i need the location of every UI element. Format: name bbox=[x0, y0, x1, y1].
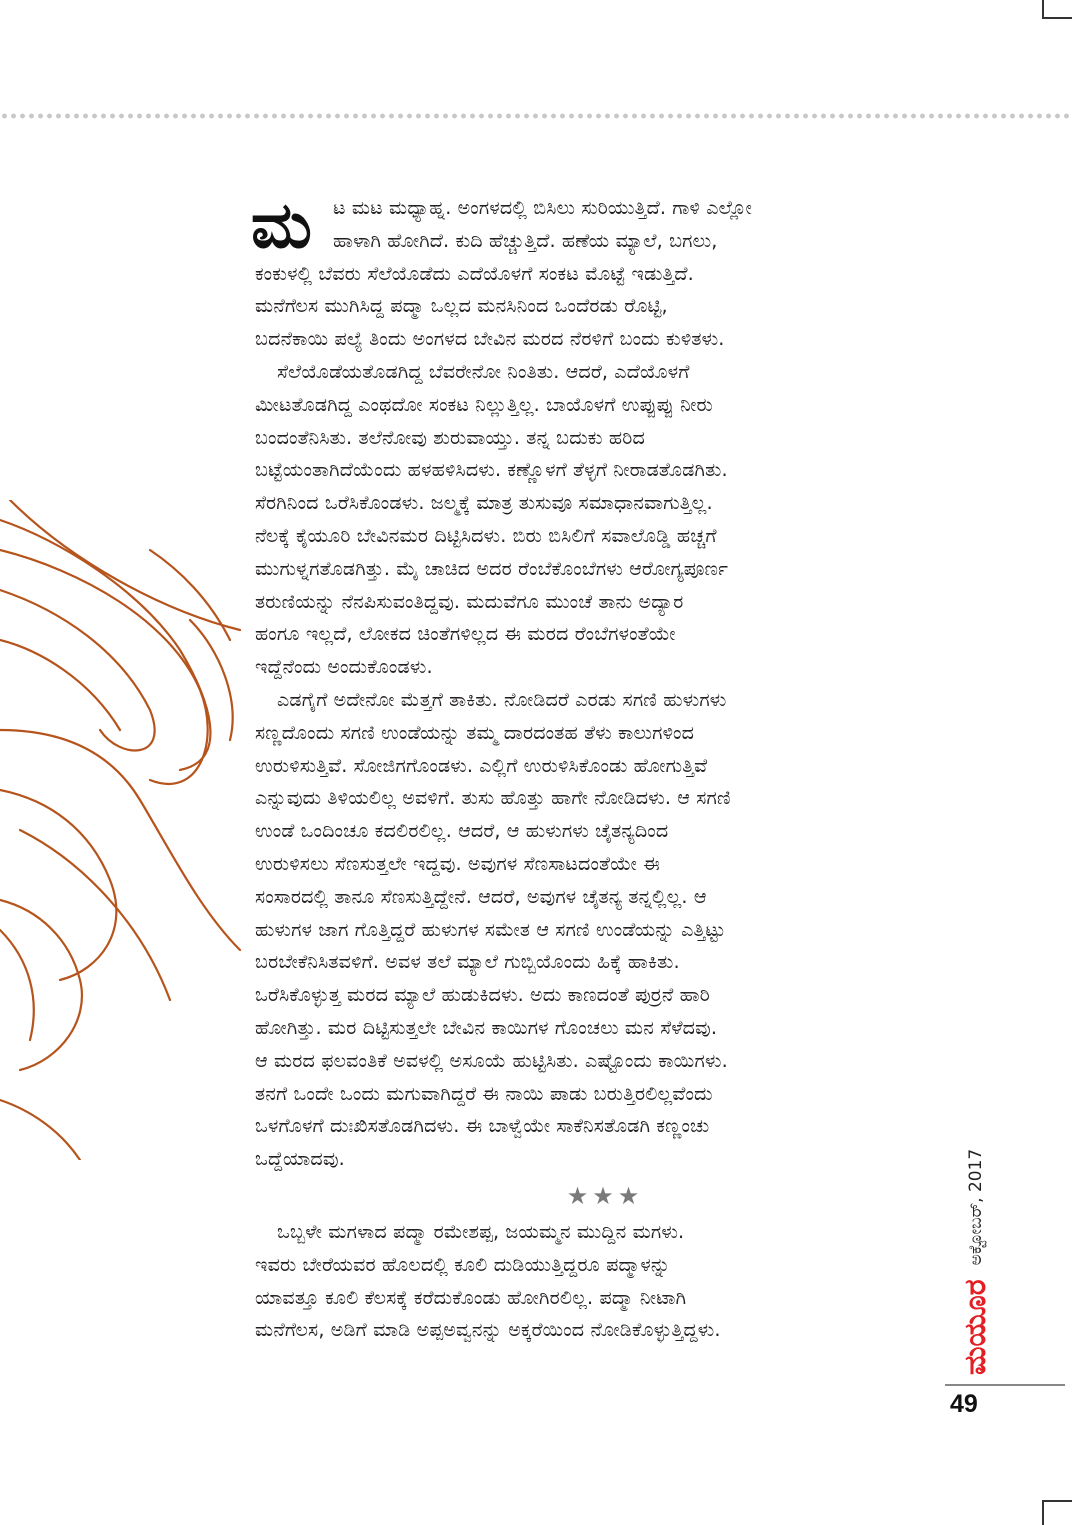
article-line: ಮುಗುಳ್ನಗತೊಡಗಿತ್ತು. ಮೈ ಚಾಚಿದ ಅದರ ರೆಂಬೆಕೊಂಬೆಗಳು ಆರೋಗ್ಯಪೂರ್ಣ bbox=[255, 556, 729, 580]
crop-mark-bottom-vertical bbox=[1042, 1500, 1044, 1525]
article-line: ಟ ಮಟ ಮಧ್ಯಾಹ್ನ. ಅಂಗಳದಲ್ಲಿ ಬಿಸಿಲು ಸುರಿಯುತ್ತಿದೆ. ಗಾಳಿ ಎಲ್ಲೋ bbox=[333, 196, 753, 219]
article-line: ತನಗೆ ಒಂದೇ ಒಂದು ಮಗುವಾಗಿದ್ದರೆ ಈ ನಾಯಿ ಪಾಡು ಬರುತ್ತಿರಲಿಲ್ಲವೆಂದು bbox=[255, 1081, 713, 1105]
issue-date: ಅಕ್ಟೋಬರ್, 2017 bbox=[965, 1148, 986, 1266]
dropcap-letter: ಮ bbox=[251, 189, 312, 263]
page-number-rule bbox=[945, 1384, 1065, 1386]
page-number: 49 bbox=[950, 1390, 978, 1418]
article-line: ಮನೆಗೆಲಸ ಮುಗಿಸಿದ್ದ ಪದ್ಮಾ ಒಲ್ಲದ ಮನಸಿನಿಂದ ಒಂದೆರಡು ರೊಟ್ಟಿ, bbox=[255, 294, 668, 318]
article-line: ಮನೆಗೆಲಸ, ಅಡಿಗೆ ಮಾಡಿ ಅಪ್ಪಅವ್ವನನ್ನು ಅಕ್ಕರೆಯಿಂದ ನೋಡಿಕೊಳ್ಳುತ್ತಿದ್ದಳು. bbox=[255, 1318, 721, 1342]
crop-mark-top-horizontal bbox=[1042, 17, 1072, 19]
article-line: ಯಾವತ್ತೂ ಕೂಲಿ ಕೆಲಸಕ್ಕೆ ಕರೆದುಕೊಂಡು ಹೋಗಿರಲಿಲ್ಲ. ಪದ್ಮಾ ನೀಟಾಗಿ bbox=[255, 1285, 687, 1309]
paragraph-2 bbox=[255, 356, 915, 684]
magazine-sidebar bbox=[958, 1085, 998, 1375]
article-line: ಹಾಳಾಗಿ ಹೋಗಿದೆ. ಕುದಿ ಹೆಚ್ಚುತ್ತಿದೆ. ಹಣೆಯ ಮ್ಯಾಲೆ, ಬಗಲು, bbox=[333, 228, 718, 252]
paragraph-1 bbox=[255, 258, 915, 356]
article-line: ಒಳಗೊಳಗೆ ದುಃಖಿಸತೊಡಗಿದಳು. ಈ ಬಾಳ್ವೆಯೇ ಸಾಕೆನಿಸತೊಡಗಿ ಕಣ್ಣಂಚು bbox=[255, 1114, 710, 1138]
article-line: ಬರಬೇಕೆನಿಸಿತವಳಿಗೆ. ಅವಳ ತಲೆ ಮ್ಯಾಲೆ ಗುಬ್ಬಿಯೊಂದು ಹಿಕ್ಕೆ ಹಾಕಿತು. bbox=[255, 950, 680, 974]
dotted-header-rule bbox=[0, 113, 1072, 119]
crop-mark-bottom-horizontal bbox=[1042, 1500, 1072, 1502]
article-line: ಇವರು ಬೇರೆಯವರ ಹೊಲದಲ್ಲಿ ಕೂಲಿ ದುಡಿಯುತ್ತಿದ್ದರೂ ಪದ್ಮಾಳನ್ನು bbox=[255, 1252, 671, 1276]
article-line: ಒದ್ದೆಯಾದವು. bbox=[255, 1147, 345, 1171]
paragraph-3 bbox=[255, 684, 915, 1176]
article-line: ಬದನೆಕಾಯಿ ಪಲ್ಯೆ ತಿಂದು ಅಂಗಳದ ಬೇವಿನ ಮರದ ನೆರಳಿಗೆ ಬಂದು ಕುಳಿತಳು. bbox=[255, 327, 725, 351]
article-line: ನೆಲಕ್ಕೆ ಕೈಯೂರಿ ಬೇವಿನಮರ ದಿಟ್ಟಿಸಿದಳು. ಬಿರು ಬಿಸಿಲಿಗೆ ಸವಾಲೊಡ್ಡಿ ಹಚ್ಚಗೆ bbox=[255, 523, 717, 547]
article-line: ಒಬ್ಬಳೇ ಮಗಳಾದ ಪದ್ಮಾ ರಮೇಶಪ್ಪ, ಜಯಮ್ಮನ ಮುದ್ದಿನ ಮಗಳು. bbox=[277, 1219, 685, 1243]
article-line: ಮೀಟತೊಡಗಿದ್ದ ಎಂಥದೋ ಸಂಕಟ ನಿಲ್ಲುತ್ತಿಲ್ಲ. ಬಾಯೊಳಗೆ ಉಪ್ಪುಪ್ಪು ನೀರು bbox=[255, 392, 713, 416]
article-line: ಸೆರಗಿನಿಂದ ಒರೆಸಿಕೊಂಡಳು. ಜಲ್ಮಕ್ಕೆ ಮಾತ್ರ ತುಸುವೂ ಸಮಾಧಾನವಾಗುತ್ತಿಲ್ಲ. bbox=[255, 491, 713, 515]
article-line: ಆ ಮರದ ಫಲವಂತಿಕೆ ಅವಳಲ್ಲಿ ಅಸೂಯೆ ಹುಟ್ಟಿಸಿತು. ಎಷ್ಟೊಂದು ಕಾಯಿಗಳು. bbox=[255, 1048, 728, 1072]
magazine-logo: ಮಯೂರ bbox=[958, 1279, 993, 1375]
article-line: ಎಡಗೈಗೆ ಅದೇನೋ ಮೆತ್ತಗೆ ತಾಕಿತು. ನೋಡಿದರೆ ಎರಡು ಸಗಣಿ ಹುಳುಗಳು bbox=[277, 687, 727, 711]
article-line: ಕಂಕುಳಲ್ಲಿ ಬೆವರು ಸೆಲೆಯೊಡೆದು ಎದೆಯೊಳಗೆ ಸಂಕಟ ಮೊಟ್ಟೆ ಇಡುತ್ತಿದೆ. bbox=[255, 261, 694, 285]
crop-mark-top-vertical bbox=[1042, 0, 1044, 18]
article-line: ಉಂಡೆ ಒಂದಿಂಚೂ ಕದಲಿರಲಿಲ್ಲ. ಆದರೆ, ಆ ಹುಳುಗಳು ಚೈತನ್ಯದಿಂದ bbox=[255, 819, 669, 843]
article-line: ಸಣ್ಣದೊಂದು ಸಗಣಿ ಉಂಡೆಯನ್ನು ತಮ್ಮ ದಾರದಂತಹ ತೆಳು ಕಾಲುಗಳಿಂದ bbox=[255, 720, 695, 744]
article-line: ಸಂಸಾರದಲ್ಲಿ ತಾನೂ ಸೆಣಸುತ್ತಿದ್ದೇನೆ. ಆದರೆ, ಅವುಗಳ ಚೈತನ್ಯ ತನ್ನಲ್ಲಿಲ್ಲ. ಆ bbox=[255, 884, 707, 908]
article-line: ಹೋಗಿತ್ತು. ಮರ ದಿಟ್ಟಿಸುತ್ತಲೇ ಬೇವಿನ ಕಾಯಿಗಳ ಗೊಂಚಲು ಮನ ಸೆಳೆದವು. bbox=[255, 1015, 718, 1039]
article-line: ಬಂದಂತೆನಿಸಿತು. ತಲೆನೋವು ಶುರುವಾಯ್ತು. ತನ್ನ ಬದುಕು ಹರಿದ bbox=[255, 425, 645, 449]
section-separator-stars: ★★★ bbox=[566, 1181, 644, 1210]
article-line: ಉರುಳಿಸುತ್ತಿವೆ. ಸೋಜಿಗಗೊಂಡಳು. ಎಲ್ಲಿಗೆ ಉರುಳಿಸಿಕೊಂಡು ಹೋಗುತ್ತಿವೆ bbox=[255, 753, 708, 777]
article-line: ಉರುಳಿಸಲು ಸೆಣಸುತ್ತಲೇ ಇದ್ದವು. ಅವುಗಳ ಸೆಣಸಾಟದಂತೆಯೇ ಈ bbox=[255, 851, 660, 875]
article-body bbox=[251, 189, 915, 1347]
article-line: ಬಟ್ಟೆಯಂತಾಗಿದೆಯೆಂದು ಹಳಹಳಿಸಿದಳು. ಕಣ್ಣೊಳಗೆ ತೆಳ್ಳಗೆ ನೀರಾಡತೊಡಗಿತು. bbox=[255, 458, 728, 482]
article-line: ಎನ್ನುವುದು ತಿಳಿಯಲಿಲ್ಲ ಅವಳಿಗೆ. ತುಸು ಹೊತ್ತು ಹಾಗೇ ನೋಡಿದಳು. ಆ ಸಗಣಿ bbox=[255, 786, 731, 810]
paragraph-4 bbox=[255, 1216, 915, 1347]
article-line: ಇದ್ದೆನೆಂದು ಅಂದುಕೊಂಡಳು. bbox=[255, 655, 433, 679]
decorative-swirl-illustration bbox=[0, 500, 250, 1160]
article-line: ತರುಣಿಯನ್ನು ನೆನಪಿಸುವಂತಿದ್ದವು. ಮದುವೆಗೂ ಮುಂಚೆ ತಾನು ಅದ್ಯಾರ bbox=[255, 589, 684, 613]
article-line: ಹಂಗೂ ಇಲ್ಲದೆ, ಲೋಕದ ಚಿಂತೆಗಳಿಲ್ಲದ ಈ ಮರದ ರೆಂಬೆಗಳಂತೆಯೇ bbox=[255, 622, 676, 646]
article-line: ಹುಳುಗಳ ಜಾಗ ಗೊತ್ತಿದ್ದರೆ ಹುಳುಗಳ ಸಮೇತ ಆ ಸಗಣಿ ಉಂಡೆಯನ್ನು ಎತ್ತಿಟ್ಟು bbox=[255, 917, 726, 941]
article-line: ಸೆಲೆಯೊಡೆಯತೊಡಗಿದ್ದ ಬೆವರೇನೋ ನಿಂತಿತು. ಆದರೆ, ಎದೆಯೊಳಗೆ bbox=[277, 359, 690, 383]
dropcap-line-2 bbox=[255, 225, 915, 258]
article-line: ಒರೆಸಿಕೊಳ್ಳುತ್ತ ಮರದ ಮ್ಯಾಲೆ ಹುಡುಕಿದಳು. ಅದು ಕಾಣದಂತೆ ಪುರ್ರನೆ ಹಾರಿ bbox=[255, 983, 710, 1007]
